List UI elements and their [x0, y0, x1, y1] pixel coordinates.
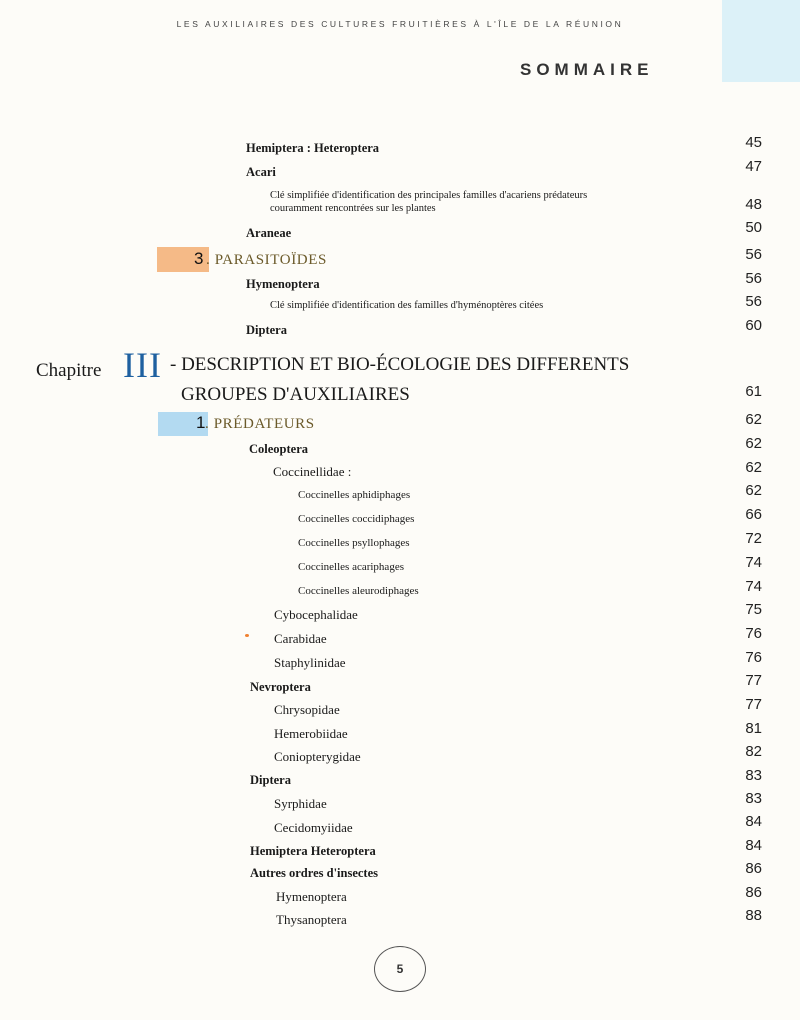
toc-page: 56: [745, 293, 762, 310]
toc-entry-line: couramment rencontrées sur les plantes: [270, 202, 436, 214]
toc-page: 76: [745, 625, 762, 642]
toc-page: 74: [745, 554, 762, 571]
toc-entry-line: Clé simplifiée d'identification des principales familles d'acariens prédateurs: [270, 190, 588, 201]
toc-page: 61: [745, 383, 762, 400]
toc-entry-hemiptera-heteroptera[interactable]: Hemiptera : Heteroptera: [246, 141, 380, 155]
toc-entry-cybocephalidae[interactable]: Cybocephalidae: [274, 607, 358, 622]
toc-entry-cecidomyiidae[interactable]: Cecidomyiidae: [274, 820, 353, 835]
toc-page: 77: [745, 696, 762, 713]
chapter-title-line1[interactable]: - DESCRIPTION ET BIO-ÉCOLOGIE DES DIFFERENTS: [170, 354, 630, 375]
toc-page: 84: [745, 837, 762, 854]
toc-entry-coleoptera[interactable]: Coleoptera: [249, 442, 309, 456]
toc-entry-hemerobiidae[interactable]: Hemerobiidae: [274, 726, 348, 741]
toc-page: 88: [745, 907, 762, 924]
toc-entry-diptera-predateurs[interactable]: Diptera: [250, 773, 291, 787]
toc-entry-coniopterygidae[interactable]: Coniopterygidae: [274, 749, 361, 764]
toc-page: 56: [745, 246, 762, 263]
toc-entry-coccinelles-acariphages[interactable]: Coccinelles acariphages: [298, 561, 404, 573]
toc-page: 50: [745, 219, 762, 236]
toc-page: 62: [745, 482, 762, 499]
toc-entry-nevroptera[interactable]: Nevroptera: [250, 680, 311, 694]
chapter-label: Chapitre: [36, 360, 102, 381]
toc-page: 81: [745, 720, 762, 737]
toc-entry-araneae[interactable]: Araneae: [246, 226, 292, 240]
toc-page: 86: [745, 884, 762, 901]
toc-page: 83: [745, 767, 762, 784]
toc-page: 56: [745, 270, 762, 287]
toc-page: 47: [745, 158, 762, 175]
toc-page: 74: [745, 578, 762, 595]
toc-page: 77: [745, 672, 762, 689]
toc-page: 60: [745, 317, 762, 334]
toc-entry-thysanoptera[interactable]: Thysanoptera: [276, 912, 347, 927]
toc-entry-coccinelles-coccidiphages[interactable]: Coccinelles coccidiphages: [298, 513, 415, 525]
toc-entry-acari[interactable]: Acari: [246, 165, 276, 179]
toc-entry-autres-ordres[interactable]: Autres ordres d'insectes: [250, 866, 378, 880]
toc-entry-chrysopidae[interactable]: Chrysopidae: [274, 702, 340, 717]
toc-page: 45: [745, 134, 762, 151]
section-number: 1: [196, 413, 206, 432]
toc-page: 62: [745, 435, 762, 452]
toc-entry-hemiptera-heteroptera-2[interactable]: Hemiptera Heteroptera: [250, 844, 376, 858]
chapter-title-line2[interactable]: GROUPES D'AUXILIAIRES: [181, 384, 410, 405]
toc-entry-coccinellidae[interactable]: Coccinellidae :: [273, 464, 352, 479]
page-number: 5: [374, 946, 426, 992]
toc-entry-coccinelles-psyllophages[interactable]: Coccinelles psyllophages: [298, 537, 410, 549]
toc-entry-coccinelles-aphidiphages[interactable]: Coccinelles aphidiphages: [298, 489, 411, 501]
toc-section-predateurs[interactable]: . PRÉDATEURS: [205, 416, 315, 432]
toc-page: 84: [745, 813, 762, 830]
toc-entry-hymenoptera[interactable]: Hymenoptera: [246, 277, 320, 291]
stray-mark: [245, 634, 249, 637]
toc-page: 83: [745, 790, 762, 807]
section-number: 3: [194, 249, 204, 268]
chapter-number: III: [123, 345, 162, 385]
toc-entry-staphylinidae[interactable]: Staphylinidae: [274, 655, 346, 670]
toc-entry-syrphidae[interactable]: Syrphidae: [274, 796, 327, 811]
toc-page: 62: [745, 411, 762, 428]
corner-color-block: [722, 0, 800, 82]
toc-entry-coccinelles-aleurodiphages[interactable]: Coccinelles aleurodiphages: [298, 585, 419, 597]
toc-page: 66: [745, 506, 762, 523]
toc-entry-carabidae[interactable]: Carabidae: [274, 631, 327, 646]
toc-entry-hymenoptera-2[interactable]: Hymenoptera: [276, 889, 347, 904]
toc-page: 75: [745, 601, 762, 618]
toc-section-parasitoides[interactable]: . PARASITOÏDES: [206, 252, 327, 268]
toc-page: 72: [745, 530, 762, 547]
toc-page: 62: [745, 459, 762, 476]
page-title: SOMMAIRE: [520, 60, 654, 79]
toc-entry-cle-acariens[interactable]: [270, 190, 587, 215]
toc-page: 76: [745, 649, 762, 666]
toc-page: 48: [745, 196, 762, 213]
toc-entry-cle-hymenopteres[interactable]: Clé simplifiée d'identification des familles d'hyménoptères citées: [270, 300, 544, 311]
running-header: LES AUXILIAIRES DES CULTURES FRUITIÈRES À L'ÎLE DE LA RÉUNION: [176, 19, 624, 29]
toc-page: 86: [745, 860, 762, 877]
toc-page: 82: [745, 743, 762, 760]
toc-entry-diptera[interactable]: Diptera: [246, 323, 287, 337]
